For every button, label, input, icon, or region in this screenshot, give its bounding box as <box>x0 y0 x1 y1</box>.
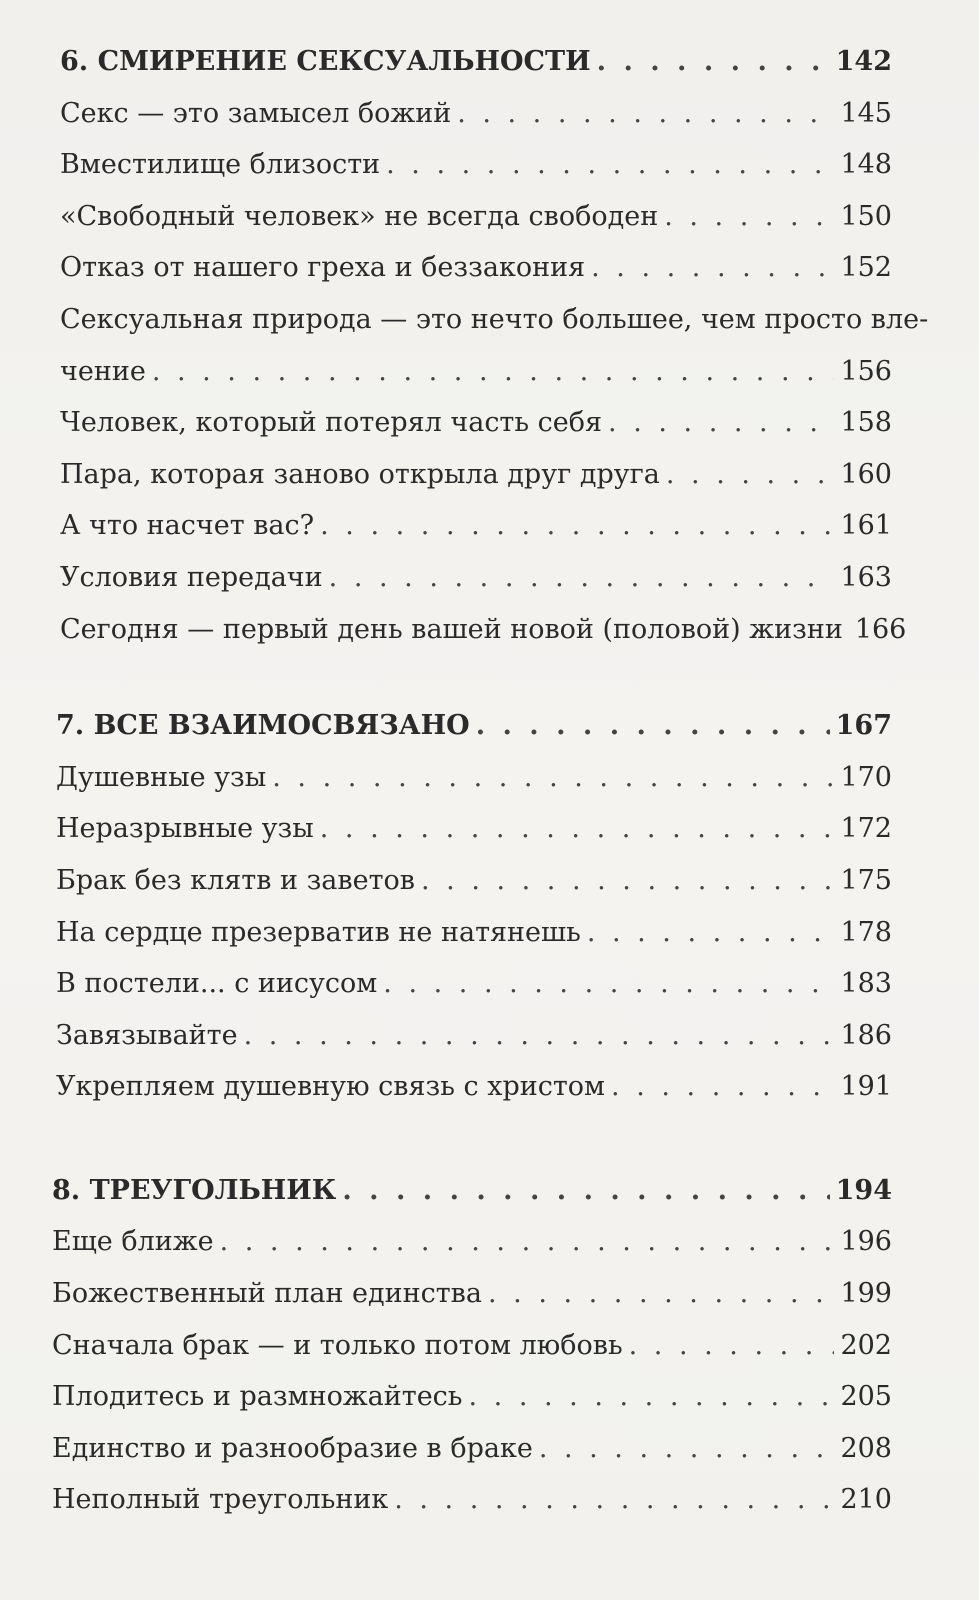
entry-title: Отказ от нашего греха и беззакония <box>60 252 586 284</box>
entry-page-number: 166 <box>854 613 907 645</box>
entry-title: На сердце презерватив не натянешь <box>56 916 581 948</box>
dot-leader <box>244 1010 835 1062</box>
entry-page-number: 156 <box>840 355 892 387</box>
toc-entry <box>60 88 892 140</box>
section-spacer <box>56 1113 892 1165</box>
chapter-section-8 <box>52 1165 892 1526</box>
chapter-heading <box>52 1165 892 1217</box>
entry-title: Сегодня — первый день вашей новой (половой) жизни <box>60 613 843 645</box>
entry-title: чение <box>60 355 146 387</box>
dot-leader <box>608 397 834 449</box>
dot-leader <box>457 88 834 140</box>
entry-page-number: 161 <box>840 510 892 542</box>
toc-entry <box>56 752 892 804</box>
dot-leader <box>591 242 834 294</box>
entry-title: Условия передачи <box>60 561 323 593</box>
toc-entry <box>56 855 892 907</box>
chapter-page-number: 167 <box>835 710 892 742</box>
entry-page-number: 196 <box>840 1226 892 1258</box>
entry-page-number: 202 <box>840 1329 892 1361</box>
entry-title: Душевные узы <box>56 761 267 793</box>
dot-leader <box>597 36 830 88</box>
dot-leader <box>421 855 834 907</box>
toc-entry-wrapped-line <box>60 294 929 346</box>
toc-entry <box>52 1474 892 1526</box>
entry-page-number: 186 <box>840 1019 892 1051</box>
toc-entry <box>52 1216 892 1268</box>
entry-title: Укрепляем душевную связь с христом <box>56 1071 606 1103</box>
entry-title: Еще ближе <box>52 1226 214 1258</box>
toc-entry <box>60 242 892 294</box>
dot-leader <box>539 1423 835 1475</box>
dot-leader <box>220 1216 835 1268</box>
entry-page-number: 208 <box>840 1432 892 1464</box>
entry-page-number: 160 <box>840 458 892 490</box>
dot-leader <box>488 1268 834 1320</box>
entry-title: Плодитесь и размножайтесь <box>52 1381 463 1413</box>
toc-entry <box>52 1268 892 1320</box>
entry-page-number: 210 <box>840 1484 892 1516</box>
entry-page-number: 205 <box>840 1381 892 1413</box>
entry-page-number: 152 <box>840 252 892 284</box>
toc-entry <box>60 346 892 398</box>
dot-leader <box>383 958 834 1010</box>
toc-entry <box>60 449 892 501</box>
toc-entry <box>56 1061 892 1113</box>
entry-title: «Свободный человек» не всегда свободен <box>60 200 659 232</box>
table-of-contents <box>52 36 929 1526</box>
entry-page-number: 145 <box>840 97 892 129</box>
dot-leader <box>469 1371 835 1423</box>
entry-title: Неполный треугольник <box>52 1484 389 1516</box>
chapter-page-number: 194 <box>835 1174 892 1206</box>
entry-page-number: 172 <box>840 813 892 845</box>
entry-title: Единство и разнообразие в браке <box>52 1432 533 1464</box>
dot-leader <box>664 191 834 243</box>
entry-page-number: 191 <box>840 1071 892 1103</box>
entry-title: Вместилище близости <box>60 149 381 181</box>
entry-title: Пара, которая заново открыла друг друга <box>60 458 660 490</box>
entry-page-number: 170 <box>840 761 892 793</box>
toc-entry <box>56 907 892 959</box>
dot-leader <box>394 1474 834 1526</box>
dot-leader <box>629 1320 835 1372</box>
entry-title: Брак без клятв и заветов <box>56 864 415 896</box>
entry-page-number: 178 <box>840 916 892 948</box>
chapter-heading <box>60 36 892 88</box>
chapter-title: 8. ТРЕУГОЛЬНИК <box>52 1174 337 1206</box>
toc-entry <box>52 1423 892 1475</box>
toc-entry <box>60 397 892 449</box>
chapter-section-7 <box>56 700 892 1113</box>
dot-leader <box>666 449 835 501</box>
dot-leader <box>320 803 835 855</box>
chapter-section-6 <box>60 36 929 655</box>
dot-leader <box>329 552 835 604</box>
section-spacer <box>56 655 892 700</box>
toc-entry <box>60 191 892 243</box>
chapter-title: 7. ВСЕ ВЗАИМОСВЯЗАНО <box>56 710 470 742</box>
entry-page-number: 163 <box>840 561 892 593</box>
entry-title: Секс — это замысел божий <box>60 97 452 129</box>
toc-entry <box>52 1320 892 1372</box>
entry-title: Человек, который потерял часть себя <box>60 407 603 439</box>
dot-leader <box>272 752 834 804</box>
entry-title: Сначала брак — и только потом любовь <box>52 1329 623 1361</box>
dot-leader <box>342 1165 829 1217</box>
entry-page-number: 150 <box>840 200 892 232</box>
dot-leader <box>611 1061 834 1113</box>
entry-page-number: 183 <box>840 968 892 1000</box>
toc-entry <box>56 1010 892 1062</box>
entry-page-number: 175 <box>840 864 892 896</box>
toc-entry <box>60 139 892 191</box>
entry-title: Завязывайте <box>56 1019 238 1051</box>
toc-entry <box>56 803 892 855</box>
entry-title-line1: Сексуальная природа — это нечто большее, чем просто вле- <box>60 303 929 335</box>
dot-leader <box>386 139 834 191</box>
entry-title: Неразрывные узы <box>56 813 314 845</box>
entry-title: В постели... с иисусом <box>56 968 378 1000</box>
toc-entry <box>60 552 892 604</box>
entry-title: А что насчет вас? <box>60 510 315 542</box>
dot-leader <box>587 907 835 959</box>
toc-entry <box>60 604 907 656</box>
entry-page-number: 199 <box>840 1278 892 1310</box>
entry-title: Божественный план единства <box>52 1278 482 1310</box>
dot-leader <box>476 700 830 752</box>
entry-page-number: 158 <box>840 407 892 439</box>
dot-leader <box>152 346 835 398</box>
chapter-page-number: 142 <box>835 46 892 77</box>
toc-entry <box>60 500 892 552</box>
chapter-title: 6. СМИРЕНИЕ СЕКСУАЛЬНОСТИ <box>60 46 591 77</box>
toc-entry <box>56 958 892 1010</box>
dot-leader <box>320 500 834 552</box>
entry-page-number: 148 <box>840 149 892 181</box>
toc-entry <box>52 1371 892 1423</box>
chapter-heading <box>56 700 892 752</box>
